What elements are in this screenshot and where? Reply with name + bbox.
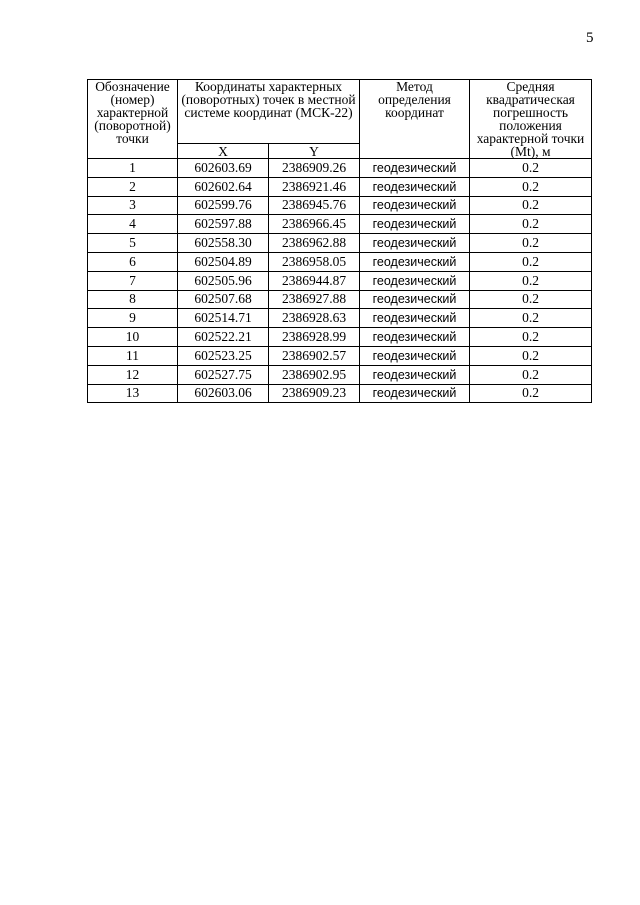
method-cell: геодезический (360, 328, 470, 347)
point-cell: 4 (88, 215, 178, 234)
point-cell: 8 (88, 290, 178, 309)
mt-cell: 0.2 (470, 252, 592, 271)
point-cell: 12 (88, 365, 178, 384)
header-coordinates: Координаты характерных (поворотных) точек в местной системе координат (МСК-22) (178, 80, 360, 144)
y-cell: 2386902.57 (269, 346, 360, 365)
mt-cell: 0.2 (470, 290, 592, 309)
x-cell: 602603.69 (178, 159, 269, 178)
x-cell: 602514.71 (178, 309, 269, 328)
method-cell: геодезический (360, 365, 470, 384)
y-cell: 2386944.87 (269, 271, 360, 290)
x-cell: 602507.68 (178, 290, 269, 309)
header-method: Метод определения координат (360, 80, 470, 159)
method-cell: геодезический (360, 290, 470, 309)
point-cell: 13 (88, 384, 178, 403)
x-cell: 602505.96 (178, 271, 269, 290)
method-cell: геодезический (360, 234, 470, 253)
point-cell: 6 (88, 252, 178, 271)
y-cell: 2386909.23 (269, 384, 360, 403)
point-cell: 2 (88, 177, 178, 196)
x-cell: 602522.21 (178, 328, 269, 347)
table-row (88, 309, 592, 328)
mt-cell: 0.2 (470, 234, 592, 253)
table-row (88, 290, 592, 309)
x-cell: 602527.75 (178, 365, 269, 384)
x-cell: 602597.88 (178, 215, 269, 234)
table-header (88, 80, 592, 159)
method-cell: геодезический (360, 309, 470, 328)
point-cell: 7 (88, 271, 178, 290)
y-cell: 2386958.05 (269, 252, 360, 271)
method-cell: геодезический (360, 271, 470, 290)
y-cell: 2386962.88 (269, 234, 360, 253)
table-row (88, 346, 592, 365)
point-cell: 10 (88, 328, 178, 347)
y-cell: 2386928.99 (269, 328, 360, 347)
x-cell: 602602.64 (178, 177, 269, 196)
x-cell: 602599.76 (178, 196, 269, 215)
y-cell: 2386909.26 (269, 159, 360, 178)
method-cell: геодезический (360, 177, 470, 196)
mt-cell: 0.2 (470, 384, 592, 403)
table-row (88, 215, 592, 234)
mt-cell: 0.2 (470, 159, 592, 178)
point-cell: 11 (88, 346, 178, 365)
table-body (88, 159, 592, 403)
y-cell: 2386928.63 (269, 309, 360, 328)
header-accuracy: Средняя квадратическая погрешность положения характерной точки (Mt), м (470, 80, 592, 159)
method-cell: геодезический (360, 384, 470, 403)
method-cell: геодезический (360, 215, 470, 234)
header-point-designation: Обозначение (номер) характерной (поворотной) точки (88, 80, 178, 159)
mt-cell: 0.2 (470, 271, 592, 290)
mt-cell: 0.2 (470, 346, 592, 365)
table-row (88, 271, 592, 290)
table-row (88, 196, 592, 215)
table-row (88, 365, 592, 384)
table-row (88, 252, 592, 271)
y-cell: 2386902.95 (269, 365, 360, 384)
x-cell: 602603.06 (178, 384, 269, 403)
header-x: X (178, 144, 269, 159)
point-cell: 3 (88, 196, 178, 215)
mt-cell: 0.2 (470, 177, 592, 196)
y-cell: 2386921.46 (269, 177, 360, 196)
y-cell: 2386945.76 (269, 196, 360, 215)
mt-cell: 0.2 (470, 215, 592, 234)
point-cell: 5 (88, 234, 178, 253)
table-row (88, 177, 592, 196)
table-row (88, 328, 592, 347)
method-cell: геодезический (360, 252, 470, 271)
point-cell: 9 (88, 309, 178, 328)
x-cell: 602558.30 (178, 234, 269, 253)
mt-cell: 0.2 (470, 196, 592, 215)
point-cell: 1 (88, 159, 178, 178)
coordinates-table (87, 79, 592, 403)
header-y: Y (269, 144, 360, 159)
mt-cell: 0.2 (470, 365, 592, 384)
y-cell: 2386927.88 (269, 290, 360, 309)
x-cell: 602523.25 (178, 346, 269, 365)
table-row (88, 159, 592, 178)
method-cell: геодезический (360, 159, 470, 178)
mt-cell: 0.2 (470, 309, 592, 328)
x-cell: 602504.89 (178, 252, 269, 271)
page-number: 5 (586, 30, 594, 46)
method-cell: геодезический (360, 346, 470, 365)
table-row (88, 384, 592, 403)
y-cell: 2386966.45 (269, 215, 360, 234)
method-cell: геодезический (360, 196, 470, 215)
mt-cell: 0.2 (470, 328, 592, 347)
table-row (88, 234, 592, 253)
